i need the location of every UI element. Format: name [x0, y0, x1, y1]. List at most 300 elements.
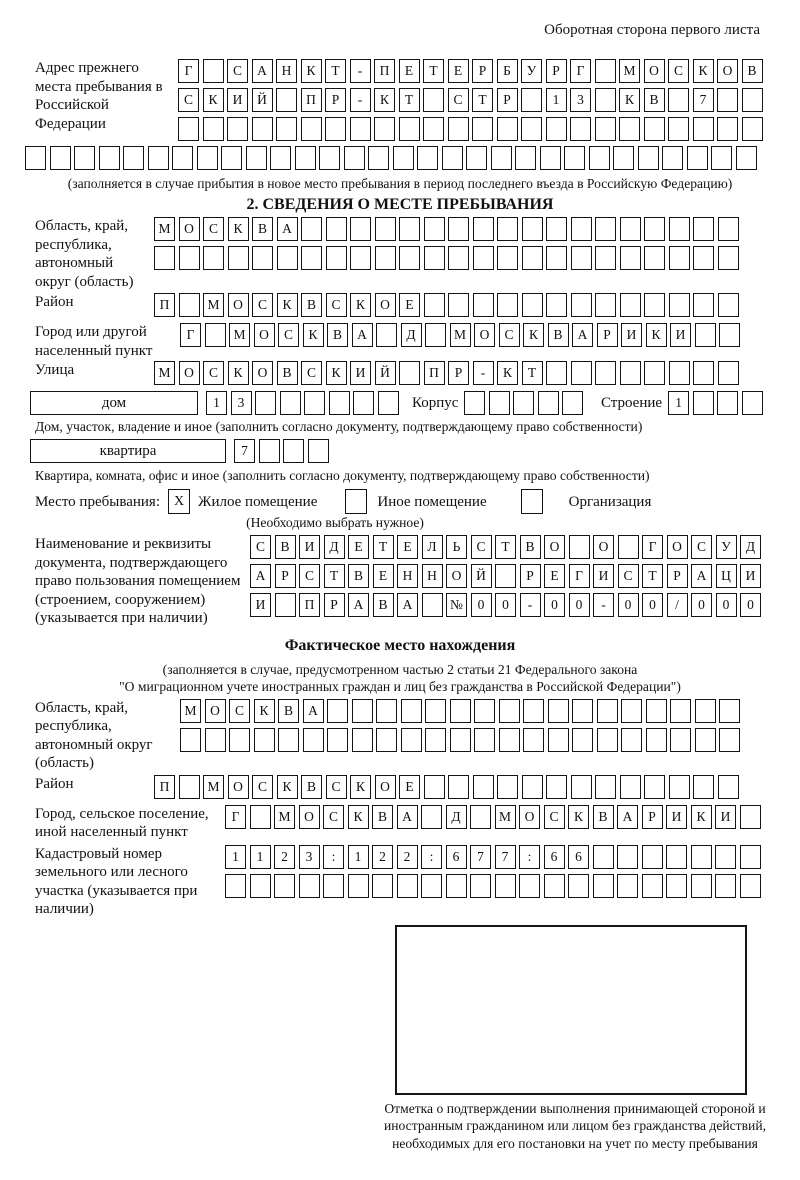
char-cell[interactable]	[228, 246, 249, 270]
char-cell[interactable]: И	[666, 805, 687, 829]
char-cell[interactable]: 0	[618, 593, 639, 617]
char-cell[interactable]	[644, 217, 665, 241]
char-cell[interactable]: 1	[668, 391, 689, 415]
char-cell[interactable]	[644, 246, 665, 270]
char-cell[interactable]	[595, 59, 616, 83]
char-cell[interactable]: В	[742, 59, 763, 83]
char-cell[interactable]: В	[372, 805, 393, 829]
char-cell[interactable]	[595, 775, 616, 799]
char-cell[interactable]: 3	[570, 88, 591, 112]
char-cell[interactable]	[595, 361, 616, 385]
char-cell[interactable]: М	[619, 59, 640, 83]
char-cell[interactable]: К	[350, 293, 371, 317]
char-cell[interactable]	[180, 728, 201, 752]
char-cell[interactable]: С	[544, 805, 565, 829]
char-cell[interactable]	[523, 728, 544, 752]
char-cell[interactable]: В	[593, 805, 614, 829]
char-cell[interactable]: И	[715, 805, 736, 829]
char-cell[interactable]	[644, 775, 665, 799]
char-cell[interactable]	[301, 117, 322, 141]
char-cell[interactable]: №	[446, 593, 467, 617]
char-cell[interactable]	[397, 874, 418, 898]
char-cell[interactable]: А	[617, 805, 638, 829]
char-cell[interactable]	[540, 146, 561, 170]
stay-type-checkbox-residential[interactable]: X	[168, 489, 190, 514]
char-cell[interactable]	[742, 117, 763, 141]
char-cell[interactable]	[571, 217, 592, 241]
char-cell[interactable]	[179, 775, 200, 799]
char-cell[interactable]	[736, 146, 757, 170]
char-cell[interactable]: 1	[250, 845, 271, 869]
char-cell[interactable]: Й	[252, 88, 273, 112]
char-cell[interactable]: К	[348, 805, 369, 829]
char-cell[interactable]	[717, 117, 738, 141]
char-cell[interactable]: С	[326, 293, 347, 317]
char-cell[interactable]: В	[275, 535, 296, 559]
char-cell[interactable]	[719, 323, 740, 347]
char-cell[interactable]: Т	[373, 535, 394, 559]
char-cell[interactable]	[425, 699, 446, 723]
char-cell[interactable]: С	[691, 535, 712, 559]
char-cell[interactable]: В	[644, 88, 665, 112]
char-cell[interactable]	[646, 699, 667, 723]
char-cell[interactable]: К	[350, 775, 371, 799]
char-cell[interactable]	[350, 246, 371, 270]
char-cell[interactable]: И	[299, 535, 320, 559]
char-cell[interactable]: 6	[568, 845, 589, 869]
char-cell[interactable]: Е	[373, 564, 394, 588]
char-cell[interactable]	[423, 117, 444, 141]
char-cell[interactable]	[172, 146, 193, 170]
char-cell[interactable]: С	[326, 775, 347, 799]
char-cell[interactable]: 7	[693, 88, 714, 112]
char-cell[interactable]	[446, 874, 467, 898]
char-cell[interactable]: Р	[497, 88, 518, 112]
char-cell[interactable]: К	[254, 699, 275, 723]
char-cell[interactable]	[278, 728, 299, 752]
char-cell[interactable]	[326, 217, 347, 241]
char-cell[interactable]	[569, 535, 590, 559]
char-cell[interactable]: :	[421, 845, 442, 869]
char-cell[interactable]	[523, 699, 544, 723]
char-cell[interactable]: О	[544, 535, 565, 559]
char-cell[interactable]: С	[250, 535, 271, 559]
char-cell[interactable]: К	[203, 88, 224, 112]
char-cell[interactable]: К	[619, 88, 640, 112]
char-cell[interactable]: О	[375, 293, 396, 317]
char-cell[interactable]	[378, 391, 399, 415]
char-cell[interactable]: О	[644, 59, 665, 83]
char-cell[interactable]: А	[397, 593, 418, 617]
char-cell[interactable]	[497, 246, 518, 270]
char-cell[interactable]	[715, 845, 736, 869]
char-cell[interactable]	[250, 874, 271, 898]
char-cell[interactable]	[421, 805, 442, 829]
char-cell[interactable]	[548, 699, 569, 723]
char-cell[interactable]	[691, 845, 712, 869]
char-cell[interactable]: Г	[225, 805, 246, 829]
char-cell[interactable]: Т	[399, 88, 420, 112]
char-cell[interactable]: В	[327, 323, 348, 347]
char-cell[interactable]	[205, 728, 226, 752]
char-cell[interactable]	[595, 217, 616, 241]
char-cell[interactable]: К	[568, 805, 589, 829]
char-cell[interactable]	[695, 699, 716, 723]
char-cell[interactable]	[571, 361, 592, 385]
char-cell[interactable]	[718, 361, 739, 385]
char-cell[interactable]: С	[252, 293, 273, 317]
char-cell[interactable]: 0	[716, 593, 737, 617]
char-cell[interactable]: О	[179, 361, 200, 385]
char-cell[interactable]	[546, 117, 567, 141]
char-cell[interactable]	[425, 728, 446, 752]
char-cell[interactable]: 6	[544, 845, 565, 869]
char-cell[interactable]: Р	[275, 564, 296, 588]
char-cell[interactable]	[519, 874, 540, 898]
char-cell[interactable]	[450, 699, 471, 723]
char-cell[interactable]: :	[519, 845, 540, 869]
char-cell[interactable]	[662, 146, 683, 170]
char-cell[interactable]	[376, 728, 397, 752]
char-cell[interactable]: П	[154, 775, 175, 799]
char-cell[interactable]	[644, 293, 665, 317]
char-cell[interactable]: А	[352, 323, 373, 347]
char-cell[interactable]	[495, 564, 516, 588]
char-cell[interactable]: К	[301, 59, 322, 83]
char-cell[interactable]: С	[471, 535, 492, 559]
char-cell[interactable]	[203, 59, 224, 83]
char-cell[interactable]	[301, 217, 322, 241]
char-cell[interactable]	[276, 117, 297, 141]
char-cell[interactable]	[719, 728, 740, 752]
char-cell[interactable]	[546, 775, 567, 799]
stay-type-checkbox-other[interactable]	[345, 489, 367, 514]
char-cell[interactable]	[642, 845, 663, 869]
char-cell[interactable]	[499, 699, 520, 723]
char-cell[interactable]: Е	[399, 775, 420, 799]
char-cell[interactable]: Р	[325, 88, 346, 112]
char-cell[interactable]	[564, 146, 585, 170]
char-cell[interactable]	[620, 293, 641, 317]
char-cell[interactable]: Ь	[446, 535, 467, 559]
char-cell[interactable]	[424, 217, 445, 241]
char-cell[interactable]: 0	[544, 593, 565, 617]
char-cell[interactable]: С	[323, 805, 344, 829]
char-cell[interactable]	[571, 246, 592, 270]
char-cell[interactable]	[513, 391, 534, 415]
char-cell[interactable]	[325, 117, 346, 141]
char-cell[interactable]	[546, 293, 567, 317]
char-cell[interactable]: К	[646, 323, 667, 347]
char-cell[interactable]: 7	[470, 845, 491, 869]
char-cell[interactable]	[669, 217, 690, 241]
char-cell[interactable]	[393, 146, 414, 170]
char-cell[interactable]	[205, 323, 226, 347]
char-cell[interactable]: М	[274, 805, 295, 829]
char-cell[interactable]	[472, 117, 493, 141]
char-cell[interactable]	[644, 117, 665, 141]
char-cell[interactable]: У	[521, 59, 542, 83]
char-cell[interactable]	[319, 146, 340, 170]
char-cell[interactable]: 1	[348, 845, 369, 869]
char-cell[interactable]	[250, 805, 271, 829]
char-cell[interactable]: А	[348, 593, 369, 617]
char-cell[interactable]: Т	[522, 361, 543, 385]
char-cell[interactable]	[275, 593, 296, 617]
char-cell[interactable]: 0	[740, 593, 761, 617]
char-cell[interactable]	[227, 117, 248, 141]
char-cell[interactable]	[693, 246, 714, 270]
char-cell[interactable]	[304, 391, 325, 415]
char-cell[interactable]	[620, 775, 641, 799]
char-cell[interactable]	[473, 775, 494, 799]
char-cell[interactable]: А	[277, 217, 298, 241]
char-cell[interactable]: К	[497, 361, 518, 385]
char-cell[interactable]: Г	[180, 323, 201, 347]
char-cell[interactable]: О	[593, 535, 614, 559]
char-cell[interactable]: В	[301, 775, 322, 799]
stay-type-checkbox-organization[interactable]	[521, 489, 543, 514]
char-cell[interactable]: О	[179, 217, 200, 241]
char-cell[interactable]	[668, 88, 689, 112]
char-cell[interactable]	[719, 699, 740, 723]
char-cell[interactable]: О	[254, 323, 275, 347]
char-cell[interactable]	[715, 874, 736, 898]
char-cell[interactable]	[448, 293, 469, 317]
char-cell[interactable]	[670, 728, 691, 752]
char-cell[interactable]	[466, 146, 487, 170]
char-cell[interactable]: С	[227, 59, 248, 83]
char-cell[interactable]	[621, 699, 642, 723]
char-cell[interactable]	[283, 439, 304, 463]
char-cell[interactable]	[570, 117, 591, 141]
char-cell[interactable]	[742, 88, 763, 112]
char-cell[interactable]	[301, 246, 322, 270]
char-cell[interactable]	[50, 146, 71, 170]
char-cell[interactable]	[595, 88, 616, 112]
char-cell[interactable]	[417, 146, 438, 170]
char-cell[interactable]	[669, 775, 690, 799]
char-cell[interactable]	[123, 146, 144, 170]
char-cell[interactable]	[470, 874, 491, 898]
char-cell[interactable]: :	[323, 845, 344, 869]
char-cell[interactable]: М	[450, 323, 471, 347]
char-cell[interactable]: М	[180, 699, 201, 723]
char-cell[interactable]: О	[446, 564, 467, 588]
char-cell[interactable]: К	[303, 323, 324, 347]
char-cell[interactable]: К	[523, 323, 544, 347]
char-cell[interactable]	[197, 146, 218, 170]
char-cell[interactable]: 0	[642, 593, 663, 617]
char-cell[interactable]	[618, 535, 639, 559]
char-cell[interactable]	[522, 293, 543, 317]
char-cell[interactable]	[470, 805, 491, 829]
char-cell[interactable]	[344, 146, 365, 170]
char-cell[interactable]	[353, 391, 374, 415]
char-cell[interactable]	[422, 593, 443, 617]
char-cell[interactable]: Р	[448, 361, 469, 385]
char-cell[interactable]: Т	[324, 564, 345, 588]
char-cell[interactable]: С	[299, 564, 320, 588]
char-cell[interactable]	[179, 246, 200, 270]
char-cell[interactable]: А	[572, 323, 593, 347]
char-cell[interactable]	[352, 699, 373, 723]
char-cell[interactable]	[572, 699, 593, 723]
char-cell[interactable]	[442, 146, 463, 170]
char-cell[interactable]: М	[154, 217, 175, 241]
apartment-box[interactable]: квартира	[30, 439, 226, 463]
char-cell[interactable]: И	[250, 593, 271, 617]
char-cell[interactable]: В	[301, 293, 322, 317]
char-cell[interactable]: С	[499, 323, 520, 347]
char-cell[interactable]	[473, 246, 494, 270]
char-cell[interactable]: К	[326, 361, 347, 385]
char-cell[interactable]	[718, 217, 739, 241]
char-cell[interactable]	[464, 391, 485, 415]
char-cell[interactable]: Т	[325, 59, 346, 83]
char-cell[interactable]	[695, 323, 716, 347]
char-cell[interactable]	[99, 146, 120, 170]
char-cell[interactable]	[423, 88, 444, 112]
char-cell[interactable]	[252, 117, 273, 141]
char-cell[interactable]	[642, 874, 663, 898]
char-cell[interactable]	[497, 117, 518, 141]
char-cell[interactable]: С	[668, 59, 689, 83]
char-cell[interactable]: К	[374, 88, 395, 112]
char-cell[interactable]: П	[154, 293, 175, 317]
char-cell[interactable]	[489, 391, 510, 415]
char-cell[interactable]: О	[474, 323, 495, 347]
char-cell[interactable]	[597, 699, 618, 723]
char-cell[interactable]	[717, 88, 738, 112]
char-cell[interactable]: Р	[667, 564, 688, 588]
char-cell[interactable]: Р	[520, 564, 541, 588]
char-cell[interactable]: 1	[225, 845, 246, 869]
char-cell[interactable]	[254, 728, 275, 752]
char-cell[interactable]	[350, 217, 371, 241]
char-cell[interactable]: М	[203, 775, 224, 799]
char-cell[interactable]	[515, 146, 536, 170]
char-cell[interactable]	[646, 728, 667, 752]
char-cell[interactable]: В	[520, 535, 541, 559]
char-cell[interactable]: А	[303, 699, 324, 723]
char-cell[interactable]	[593, 874, 614, 898]
char-cell[interactable]	[718, 293, 739, 317]
char-cell[interactable]: К	[277, 293, 298, 317]
char-cell[interactable]	[670, 699, 691, 723]
char-cell[interactable]: О	[228, 293, 249, 317]
char-cell[interactable]	[280, 391, 301, 415]
char-cell[interactable]: Й	[471, 564, 492, 588]
char-cell[interactable]: С	[448, 88, 469, 112]
char-cell[interactable]	[259, 439, 280, 463]
char-cell[interactable]	[323, 874, 344, 898]
char-cell[interactable]: Р	[546, 59, 567, 83]
char-cell[interactable]	[401, 699, 422, 723]
char-cell[interactable]: Р	[324, 593, 345, 617]
char-cell[interactable]	[178, 117, 199, 141]
char-cell[interactable]	[154, 246, 175, 270]
char-cell[interactable]: 0	[471, 593, 492, 617]
char-cell[interactable]: Г	[178, 59, 199, 83]
char-cell[interactable]: Е	[399, 293, 420, 317]
char-cell[interactable]	[693, 391, 714, 415]
char-cell[interactable]: Д	[324, 535, 345, 559]
char-cell[interactable]	[521, 117, 542, 141]
char-cell[interactable]	[595, 293, 616, 317]
char-cell[interactable]: /	[667, 593, 688, 617]
char-cell[interactable]	[595, 246, 616, 270]
char-cell[interactable]: Е	[448, 59, 469, 83]
char-cell[interactable]: С	[178, 88, 199, 112]
char-cell[interactable]: -	[520, 593, 541, 617]
char-cell[interactable]: О	[228, 775, 249, 799]
char-cell[interactable]: И	[740, 564, 761, 588]
char-cell[interactable]: И	[621, 323, 642, 347]
char-cell[interactable]	[595, 117, 616, 141]
char-cell[interactable]	[620, 246, 641, 270]
char-cell[interactable]	[620, 361, 641, 385]
char-cell[interactable]: И	[670, 323, 691, 347]
char-cell[interactable]: -	[350, 59, 371, 83]
char-cell[interactable]	[375, 217, 396, 241]
char-cell[interactable]: М	[229, 323, 250, 347]
char-cell[interactable]	[246, 146, 267, 170]
char-cell[interactable]: К	[277, 775, 298, 799]
char-cell[interactable]	[693, 775, 714, 799]
char-cell[interactable]	[695, 728, 716, 752]
char-cell[interactable]	[424, 293, 445, 317]
char-cell[interactable]: 0	[569, 593, 590, 617]
char-cell[interactable]	[450, 728, 471, 752]
char-cell[interactable]: Н	[276, 59, 297, 83]
char-cell[interactable]: -	[473, 361, 494, 385]
char-cell[interactable]	[668, 117, 689, 141]
char-cell[interactable]	[350, 117, 371, 141]
char-cell[interactable]	[448, 775, 469, 799]
char-cell[interactable]: О	[667, 535, 688, 559]
char-cell[interactable]: О	[375, 775, 396, 799]
char-cell[interactable]: С	[229, 699, 250, 723]
char-cell[interactable]	[693, 361, 714, 385]
char-cell[interactable]	[448, 246, 469, 270]
char-cell[interactable]	[368, 146, 389, 170]
char-cell[interactable]	[399, 361, 420, 385]
char-cell[interactable]: В	[348, 564, 369, 588]
char-cell[interactable]: 3	[299, 845, 320, 869]
char-cell[interactable]	[424, 775, 445, 799]
char-cell[interactable]: Г	[570, 59, 591, 83]
char-cell[interactable]	[326, 246, 347, 270]
char-cell[interactable]: И	[227, 88, 248, 112]
char-cell[interactable]	[255, 391, 276, 415]
char-cell[interactable]	[424, 246, 445, 270]
char-cell[interactable]	[221, 146, 242, 170]
char-cell[interactable]: Т	[642, 564, 663, 588]
char-cell[interactable]	[270, 146, 291, 170]
char-cell[interactable]	[274, 874, 295, 898]
char-cell[interactable]	[546, 217, 567, 241]
char-cell[interactable]	[740, 845, 761, 869]
char-cell[interactable]: О	[299, 805, 320, 829]
char-cell[interactable]: -	[350, 88, 371, 112]
char-cell[interactable]	[421, 874, 442, 898]
char-cell[interactable]: Г	[642, 535, 663, 559]
char-cell[interactable]	[399, 117, 420, 141]
char-cell[interactable]	[638, 146, 659, 170]
char-cell[interactable]	[691, 874, 712, 898]
char-cell[interactable]: 2	[397, 845, 418, 869]
